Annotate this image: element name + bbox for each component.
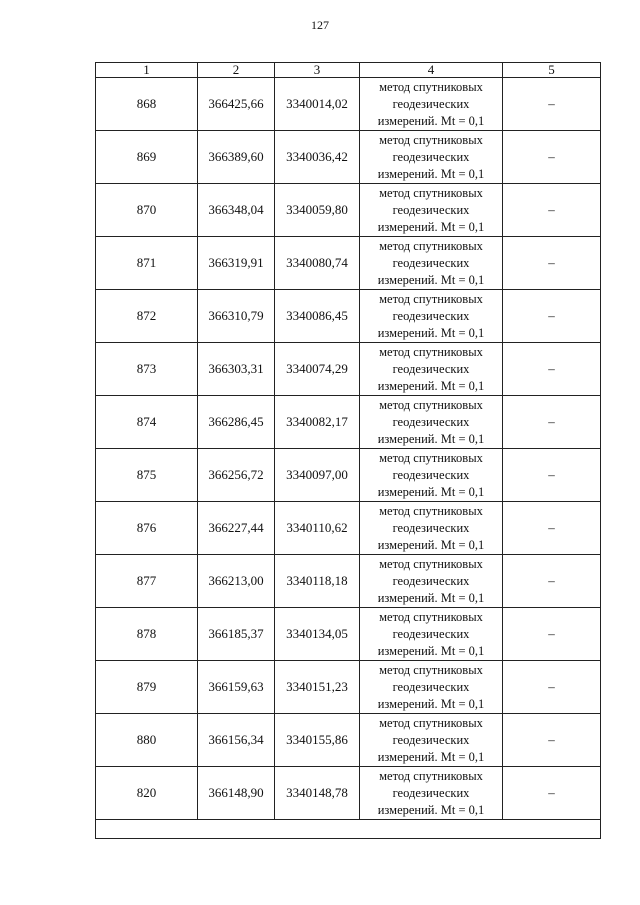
x-coordinate-cell: 366319,91 xyxy=(198,237,275,290)
table-row xyxy=(96,608,601,661)
point-number-cell: 868 xyxy=(96,78,198,131)
table-row xyxy=(96,449,601,502)
method-line: измерений. Mt = 0,1 xyxy=(377,431,485,446)
method-line: измерений. Mt = 0,1 xyxy=(377,484,485,499)
method-cell xyxy=(360,290,503,343)
table-row xyxy=(96,555,601,608)
y-coordinate-cell: 3340148,78 xyxy=(275,767,360,820)
table-row xyxy=(96,237,601,290)
method-line: измерений. Mt = 0,1 xyxy=(377,696,485,711)
table-row xyxy=(96,661,601,714)
point-number-cell: 869 xyxy=(96,131,198,184)
point-number-cell: 876 xyxy=(96,502,198,555)
method-cell xyxy=(360,237,503,290)
note-cell: – xyxy=(503,78,601,131)
column-header: 4 xyxy=(360,63,503,78)
method-cell xyxy=(360,661,503,714)
note-cell: – xyxy=(503,608,601,661)
x-coordinate-cell: 366227,44 xyxy=(198,502,275,555)
method-line: метод спутниковых xyxy=(379,450,483,465)
method-cell xyxy=(360,555,503,608)
y-coordinate-cell: 3340110,62 xyxy=(275,502,360,555)
page-number: 127 xyxy=(311,18,329,32)
note-cell: – xyxy=(503,502,601,555)
table-row xyxy=(96,396,601,449)
point-number-cell: 880 xyxy=(96,714,198,767)
method-line: метод спутниковых xyxy=(379,238,483,253)
column-header: 2 xyxy=(198,63,275,78)
method-line: метод спутниковых xyxy=(379,344,483,359)
point-number-cell: 820 xyxy=(96,767,198,820)
method-cell xyxy=(360,714,503,767)
empty-row xyxy=(96,820,601,839)
x-coordinate-cell: 366425,66 xyxy=(198,78,275,131)
note-cell: – xyxy=(503,131,601,184)
y-coordinate-cell: 3340151,23 xyxy=(275,661,360,714)
method-line: геодезических xyxy=(392,96,470,111)
point-number-cell: 872 xyxy=(96,290,198,343)
method-line: геодезических xyxy=(392,573,470,588)
table-row xyxy=(96,343,601,396)
method-line: измерений. Mt = 0,1 xyxy=(377,537,485,552)
method-line: геодезических xyxy=(392,520,470,535)
method-line: метод спутниковых xyxy=(379,768,483,783)
x-coordinate-cell: 366303,31 xyxy=(198,343,275,396)
x-coordinate-cell: 366310,79 xyxy=(198,290,275,343)
empty-cell xyxy=(96,820,601,839)
method-line: геодезических xyxy=(392,202,470,217)
method-line: измерений. Mt = 0,1 xyxy=(377,590,485,605)
y-coordinate-cell: 3340134,05 xyxy=(275,608,360,661)
note-cell: – xyxy=(503,767,601,820)
method-line: геодезических xyxy=(392,149,470,164)
table-header-row xyxy=(96,63,601,78)
point-number-cell: 875 xyxy=(96,449,198,502)
note-cell: – xyxy=(503,714,601,767)
y-coordinate-cell: 3340086,45 xyxy=(275,290,360,343)
y-coordinate-cell: 3340155,86 xyxy=(275,714,360,767)
method-line: метод спутниковых xyxy=(379,556,483,571)
x-coordinate-cell: 366348,04 xyxy=(198,184,275,237)
note-cell: – xyxy=(503,449,601,502)
point-number-cell: 879 xyxy=(96,661,198,714)
y-coordinate-cell: 3340082,17 xyxy=(275,396,360,449)
x-coordinate-cell: 366389,60 xyxy=(198,131,275,184)
table-row xyxy=(96,184,601,237)
point-number-cell: 870 xyxy=(96,184,198,237)
method-cell xyxy=(360,502,503,555)
table-row xyxy=(96,714,601,767)
method-cell xyxy=(360,343,503,396)
table-row xyxy=(96,78,601,131)
method-cell xyxy=(360,767,503,820)
method-cell xyxy=(360,449,503,502)
method-cell xyxy=(360,131,503,184)
method-line: измерений. Mt = 0,1 xyxy=(377,325,485,340)
method-line: геодезических xyxy=(392,414,470,429)
x-coordinate-cell: 366148,90 xyxy=(198,767,275,820)
point-number-cell: 877 xyxy=(96,555,198,608)
method-cell xyxy=(360,184,503,237)
method-line: измерений. Mt = 0,1 xyxy=(377,113,485,128)
method-line: измерений. Mt = 0,1 xyxy=(377,219,485,234)
column-header: 3 xyxy=(275,63,360,78)
note-cell: – xyxy=(503,555,601,608)
x-coordinate-cell: 366159,63 xyxy=(198,661,275,714)
method-line: измерений. Mt = 0,1 xyxy=(377,272,485,287)
point-number-cell: 873 xyxy=(96,343,198,396)
coordinates-table xyxy=(95,62,601,839)
method-line: геодезических xyxy=(392,679,470,694)
point-number-cell: 874 xyxy=(96,396,198,449)
y-coordinate-cell: 3340036,42 xyxy=(275,131,360,184)
y-coordinate-cell: 3340059,80 xyxy=(275,184,360,237)
method-line: метод спутниковых xyxy=(379,79,483,94)
method-line: метод спутниковых xyxy=(379,291,483,306)
method-line: геодезических xyxy=(392,732,470,747)
column-header: 5 xyxy=(503,63,601,78)
method-line: измерений. Mt = 0,1 xyxy=(377,749,485,764)
note-cell: – xyxy=(503,237,601,290)
note-cell: – xyxy=(503,290,601,343)
column-header: 1 xyxy=(96,63,198,78)
y-coordinate-cell: 3340074,29 xyxy=(275,343,360,396)
table-row xyxy=(96,290,601,343)
x-coordinate-cell: 366185,37 xyxy=(198,608,275,661)
y-coordinate-cell: 3340080,74 xyxy=(275,237,360,290)
method-line: метод спутниковых xyxy=(379,132,483,147)
method-line: метод спутниковых xyxy=(379,609,483,624)
method-line: метод спутниковых xyxy=(379,185,483,200)
point-number-cell: 878 xyxy=(96,608,198,661)
method-cell xyxy=(360,608,503,661)
x-coordinate-cell: 366286,45 xyxy=(198,396,275,449)
note-cell: – xyxy=(503,343,601,396)
y-coordinate-cell: 3340014,02 xyxy=(275,78,360,131)
point-number-cell: 871 xyxy=(96,237,198,290)
method-line: метод спутниковых xyxy=(379,503,483,518)
method-cell xyxy=(360,396,503,449)
method-line: геодезических xyxy=(392,361,470,376)
method-line: геодезических xyxy=(392,626,470,641)
y-coordinate-cell: 3340097,00 xyxy=(275,449,360,502)
table-row xyxy=(96,131,601,184)
method-line: метод спутниковых xyxy=(379,662,483,677)
note-cell: – xyxy=(503,661,601,714)
table-row xyxy=(96,502,601,555)
table-row xyxy=(96,767,601,820)
method-line: измерений. Mt = 0,1 xyxy=(377,802,485,817)
method-line: метод спутниковых xyxy=(379,397,483,412)
method-line: геодезических xyxy=(392,785,470,800)
y-coordinate-cell: 3340118,18 xyxy=(275,555,360,608)
method-line: измерений. Mt = 0,1 xyxy=(377,378,485,393)
x-coordinate-cell: 366156,34 xyxy=(198,714,275,767)
method-line: геодезических xyxy=(392,467,470,482)
x-coordinate-cell: 366256,72 xyxy=(198,449,275,502)
method-line: геодезических xyxy=(392,308,470,323)
method-cell xyxy=(360,78,503,131)
method-line: метод спутниковых xyxy=(379,715,483,730)
method-line: геодезических xyxy=(392,255,470,270)
method-line: измерений. Mt = 0,1 xyxy=(377,643,485,658)
x-coordinate-cell: 366213,00 xyxy=(198,555,275,608)
note-cell: – xyxy=(503,396,601,449)
table-body xyxy=(96,78,601,839)
note-cell: – xyxy=(503,184,601,237)
method-line: измерений. Mt = 0,1 xyxy=(377,166,485,181)
